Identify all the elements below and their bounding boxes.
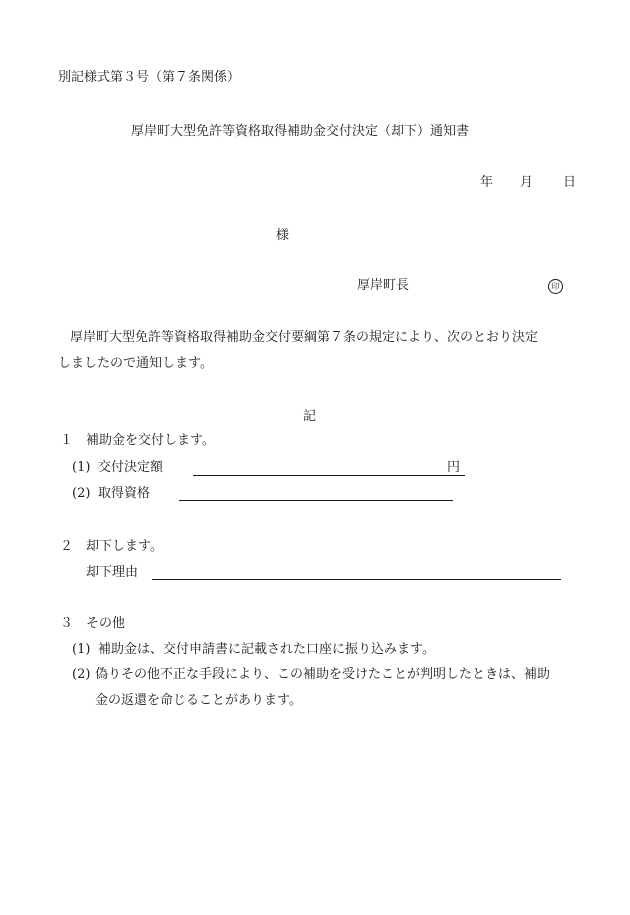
- item-number: (2): [72, 486, 91, 501]
- grant-amount-label: 交付決定額: [98, 460, 164, 475]
- other-item-text: 補助金は、交付申請書に記載された口座に振り込みます。: [98, 642, 435, 657]
- grant-amount-unit: 円: [447, 460, 461, 475]
- body-text-line1: 厚岸町大型免許等資格取得補助金交付要綱第７条の規定により、次のとおり決定: [70, 330, 539, 345]
- qualification-underline: [179, 500, 453, 501]
- date-day-label: 日: [563, 175, 577, 190]
- body-text-line2: しましたので通知します。: [58, 356, 213, 371]
- date-month-label: 月: [520, 175, 534, 190]
- section3-heading: その他: [86, 616, 126, 631]
- item-number: (1): [72, 642, 91, 657]
- record-mark: 記: [303, 409, 317, 424]
- issuer-name: 厚岸町長: [357, 278, 410, 293]
- section2-number: ２: [60, 539, 74, 554]
- date-year-label: 年: [480, 175, 494, 190]
- form-number: 別記様式第３号（第７条関係）: [58, 70, 241, 85]
- section1-heading: 補助金を交付します。: [86, 433, 215, 448]
- other-item-text-line2: 金の返還を命じることがあります。: [95, 693, 302, 708]
- other-item-text-line1: 偽りその他不正な手段により、この補助を受けたことが判明したときは、補助: [95, 667, 551, 682]
- document-title: 厚岸町大型免許等資格取得補助金交付決定（却下）通知書: [131, 124, 470, 139]
- grant-amount-underline: [193, 475, 465, 476]
- qualification-label: 取得資格: [98, 486, 151, 501]
- rejection-reason-underline: [152, 579, 561, 580]
- item-number: (2): [72, 667, 91, 682]
- item-number: (1): [72, 460, 91, 475]
- recipient-honorific: 様: [276, 228, 290, 243]
- section3-number: ３: [60, 616, 74, 631]
- seal-icon: 印: [548, 279, 563, 294]
- rejection-reason-label: 却下理由: [86, 565, 139, 580]
- section2-heading: 却下します。: [86, 539, 163, 554]
- section1-number: １: [60, 433, 74, 448]
